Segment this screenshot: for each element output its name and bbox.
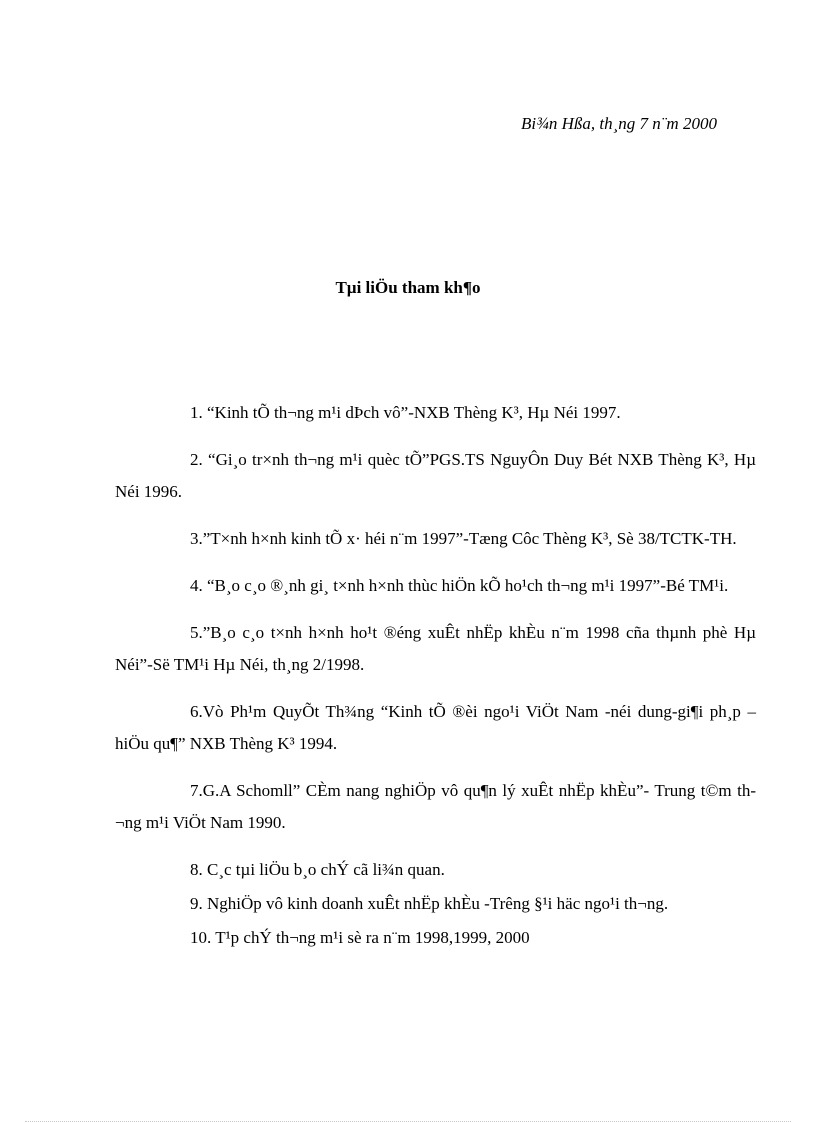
reference-item-6: 6.Vò Ph¹m QuyÕt Th¾ng “Kinh tÕ ®èi ngo¹i ViÖt Nam -néi dung-gi¶i ph¸p –hiÖu qu¶” NXB Thèng K³ 1994.	[115, 702, 756, 753]
reference-item-4: 4. “B¸o c¸o ®¸nh gi¸ t×nh h×nh thùc hiÖn kÕ ho¹ch th¬ng m¹i 1997”-Bé TM¹i.	[190, 576, 729, 595]
reference-item-7: 7.G.A Schomll” CÈm nang nghiÖp vô qu¶n lý xuÊt nhËp khÈu”- Trung t©m th¬ng m¹i ViÖt Nam 1990.	[115, 781, 756, 832]
page-title: Tµi liÖu tham kh¶o	[335, 278, 481, 297]
reference-list	[115, 397, 756, 956]
reference-item-5: 5.”B¸o c¸o t×nh h×nh ho¹t ®éng xuÊt nhËp khÈu n¨m 1998 cña thµnh phè Hµ Néi”-Së TM¹i Hµ Néi, th¸ng 2/1998.	[115, 623, 756, 674]
page-bottom-divider	[25, 1121, 791, 1122]
reference-item-10: 10. T¹p chÝ th¬ng m¹i sè ra n¨m 1998,1999, 2000	[190, 928, 530, 947]
reference-item-8: 8. C¸c tµi liÖu b¸o chÝ cã li¾n quan.	[190, 860, 445, 879]
reference-item-3: 3.”T×nh h×nh kinh tÕ x· héi n¨m 1997”-Tæng Côc Thèng K³, Sè 38/TCTK-TH.	[190, 529, 737, 548]
reference-item-9: 9. NghiÖp vô kinh doanh xuÊt nhËp khÈu -Trêng §¹i häc ngo¹i th¬ng.	[190, 894, 669, 913]
reference-item-1: 1. “Kinh tÕ th¬ng m¹i dÞch vô”-NXB Thèng K³, Hµ Néi 1997.	[190, 403, 621, 422]
reference-item-2: 2. “Gi¸o tr×nh th¬ng m¹i quèc tÕ”PGS.TS NguyÔn Duy Bét NXB Thèng K³, Hµ Néi 1996.	[115, 450, 756, 501]
dateline: Bi¾n Hßa, th¸ng 7 n¨m 2000	[521, 114, 717, 133]
